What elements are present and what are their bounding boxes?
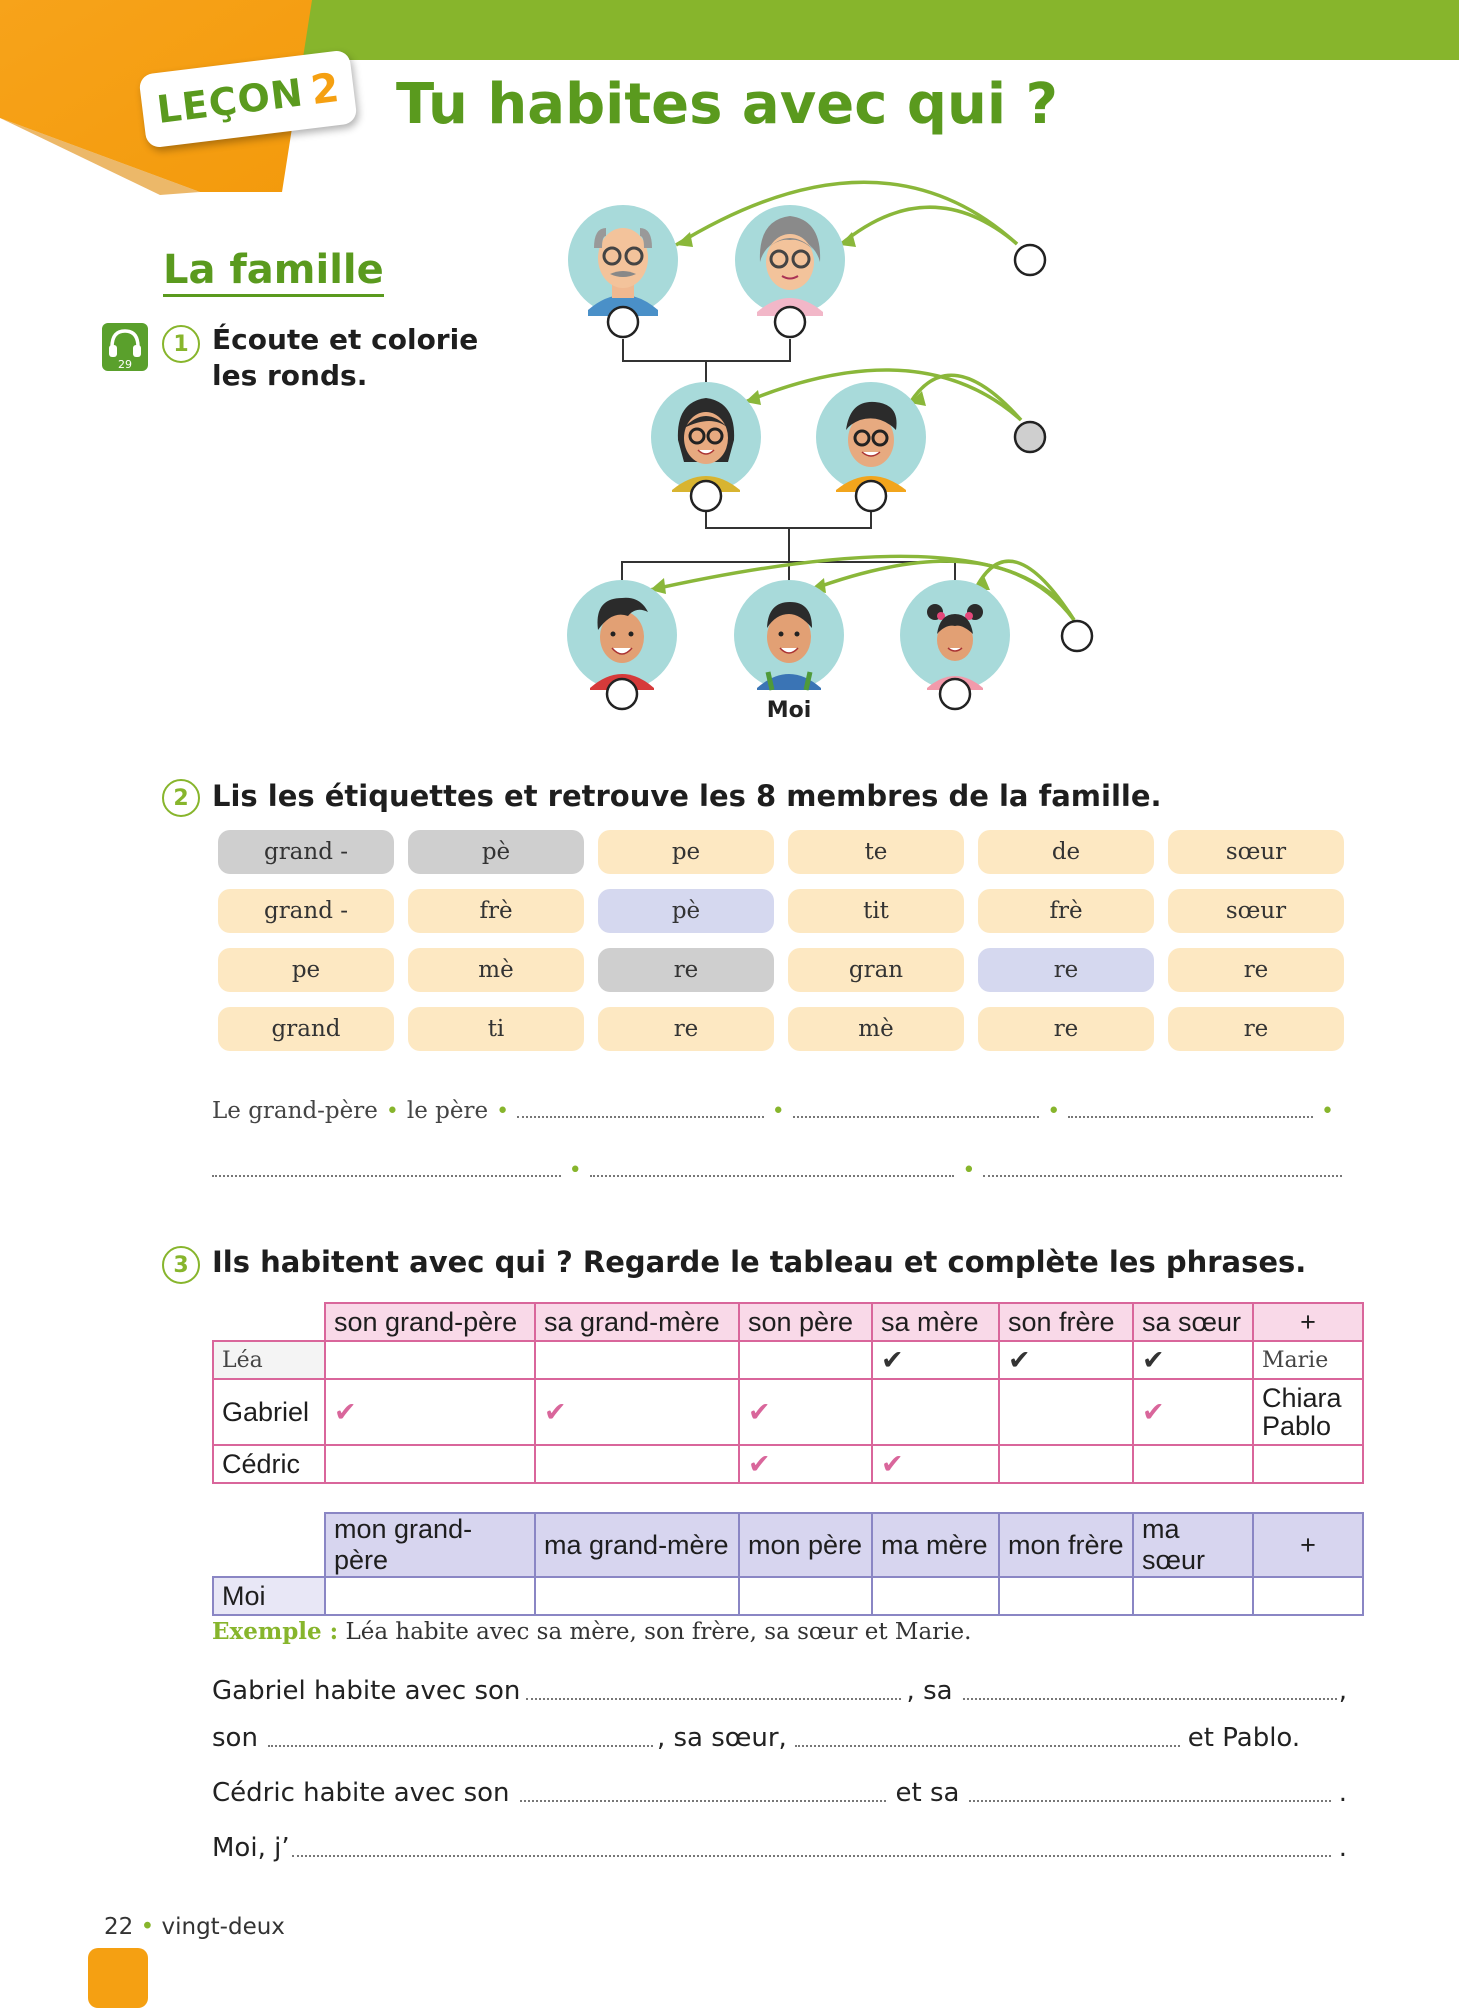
table-cell-empty[interactable]	[739, 1577, 872, 1615]
answer-circle	[775, 307, 805, 337]
row-label: Cédric	[213, 1445, 325, 1483]
father-portrait	[816, 382, 926, 492]
sentence-text: son	[212, 1723, 258, 1753]
table-cell	[535, 1445, 739, 1483]
answer-circle-filled	[1015, 422, 1045, 452]
audio-track-badge[interactable]	[102, 323, 148, 371]
answer-circle	[691, 481, 721, 511]
family-tree	[540, 180, 1100, 730]
answer-circle	[608, 307, 638, 337]
exercise-1-instruction	[212, 322, 512, 394]
grandfather-portrait	[568, 205, 678, 316]
table-cell-empty[interactable]	[1253, 1577, 1363, 1615]
column-header: son père	[739, 1303, 872, 1341]
instruction-line-1: Écoute et colorie	[212, 323, 479, 356]
table-cell: ✔	[739, 1379, 872, 1445]
syllable-tag[interactable]: sœur	[1168, 889, 1344, 933]
column-header: ma grand-mère	[535, 1513, 739, 1577]
sentence-2	[212, 1723, 1347, 1753]
sister-portrait	[900, 580, 1010, 690]
sentence-text: .	[1338, 1778, 1347, 1808]
row-label: Moi	[213, 1577, 325, 1615]
page-title: Tu habites avec qui ?	[396, 72, 1059, 137]
syllable-tag[interactable]: re	[1168, 948, 1344, 992]
table-cell-plus	[1253, 1379, 1363, 1445]
exercise-3-instruction: Ils habitent avec qui ? Regarde le tableau et complète les phrases.	[212, 1245, 1307, 1279]
sentence-blank[interactable]	[268, 1745, 653, 1747]
syllable-tags-grid	[218, 830, 1346, 1051]
bullet: •	[140, 1914, 155, 1940]
answer-start-2: le père	[406, 1098, 489, 1124]
sentence-blank[interactable]	[526, 1698, 900, 1700]
answer-start-1: Le grand-père	[212, 1098, 378, 1124]
syllable-tag[interactable]: pe	[218, 948, 394, 992]
column-header: sa mère	[872, 1303, 999, 1341]
syllable-tag[interactable]: frè	[408, 889, 584, 933]
table-cell	[999, 1445, 1133, 1483]
column-header-plus: +	[1253, 1303, 1363, 1341]
page-corner-tab	[88, 1948, 148, 2008]
column-header: ma mère	[872, 1513, 999, 1577]
lesson-word: LEÇON	[154, 70, 306, 132]
table-cell	[1133, 1445, 1253, 1483]
sentence-text: , sa sœur,	[656, 1723, 787, 1753]
row-label: Léa	[213, 1341, 325, 1379]
column-header: mon père	[739, 1513, 872, 1577]
table-cell: ✔	[872, 1341, 999, 1379]
syllable-tag[interactable]: pè	[598, 889, 774, 933]
lesson-number: 2	[308, 65, 342, 115]
syllable-tag[interactable]: pe	[598, 830, 774, 874]
example-sentence	[212, 1618, 971, 1645]
sentence-text: , sa	[906, 1676, 953, 1706]
answer-blank[interactable]	[1068, 1116, 1313, 1118]
table-cell-empty[interactable]	[872, 1577, 999, 1615]
column-header: mon grand-père	[325, 1513, 535, 1577]
column-header: mon frère	[999, 1513, 1133, 1577]
table-cell-empty[interactable]	[999, 1577, 1133, 1615]
bullet: •	[385, 1099, 399, 1124]
syllable-tag[interactable]: mè	[788, 1007, 964, 1051]
syllable-tag[interactable]: te	[788, 830, 964, 874]
sentence-blank[interactable]	[795, 1745, 1180, 1747]
answer-line-2	[212, 1158, 1342, 1183]
page-footer	[104, 1914, 285, 1940]
sentence-text: Cédric habite avec son	[212, 1778, 510, 1808]
page-number: 22	[104, 1914, 134, 1940]
table-cell	[325, 1341, 535, 1379]
table-cell	[325, 1445, 535, 1483]
top-color-band	[300, 0, 1459, 60]
audio-track-number: 29	[118, 358, 132, 371]
column-header: son grand-père	[325, 1303, 535, 1341]
table-cell-empty[interactable]	[535, 1577, 739, 1615]
exercise-1-number: 1	[162, 325, 200, 363]
bullet: •	[1321, 1099, 1334, 1124]
sentence-text: et sa	[895, 1778, 960, 1808]
exercise-2-instruction: Lis les étiquettes et retrouve les 8 membres de la famille.	[212, 779, 1162, 813]
syllable-tag[interactable]: gran	[788, 948, 964, 992]
sentence-blank[interactable]	[969, 1800, 1330, 1802]
table-row	[213, 1379, 1363, 1445]
exercise-3-number: 3	[162, 1246, 200, 1284]
sentence-text: .	[1338, 1833, 1347, 1863]
syllable-tag[interactable]: grand -	[218, 889, 394, 933]
answer-circle	[1015, 245, 1045, 275]
sentence-1	[212, 1676, 1347, 1706]
plus-name: Pablo	[1262, 1411, 1332, 1441]
table-cell-empty[interactable]	[325, 1577, 535, 1615]
exercise-2-number: 2	[162, 779, 200, 817]
table-cell: ✔	[872, 1445, 999, 1483]
syllable-tag[interactable]: pè	[408, 830, 584, 874]
syllable-tag[interactable]: re	[1168, 1007, 1344, 1051]
table-cell-plus	[1253, 1445, 1363, 1483]
syllable-tag[interactable]: re	[978, 948, 1154, 992]
table-row	[213, 1341, 1363, 1379]
table-row	[213, 1445, 1363, 1483]
table-cell	[872, 1379, 999, 1445]
syllable-tag[interactable]: re	[978, 1007, 1154, 1051]
example-text: Léa habite avec sa mère, son frère, sa sœur et Marie.	[345, 1619, 972, 1645]
headphones-icon	[102, 323, 148, 371]
moi-label: Moi	[766, 698, 812, 723]
brother-portrait	[567, 580, 677, 690]
sentence-3	[212, 1778, 1347, 1808]
sentence-text: et Pablo.	[1187, 1723, 1301, 1753]
syllable-tag[interactable]: tit	[788, 889, 964, 933]
bullet: •	[1047, 1099, 1061, 1124]
syllable-tag[interactable]: ti	[408, 1007, 584, 1051]
sentence-text: ,	[1338, 1676, 1347, 1706]
column-header: sa grand-mère	[535, 1303, 739, 1341]
table-cell-plus: Marie	[1253, 1341, 1363, 1379]
table-cell: ✔	[1133, 1341, 1253, 1379]
column-header-plus: +	[1253, 1513, 1363, 1577]
table-cell-empty[interactable]	[1133, 1577, 1253, 1615]
page-word: vingt-deux	[161, 1914, 285, 1940]
table-cell: ✔	[1133, 1379, 1253, 1445]
sentence-blank[interactable]	[292, 1855, 1331, 1857]
table-cell	[739, 1341, 872, 1379]
my-household-table	[212, 1512, 1364, 1616]
row-label: Gabriel	[213, 1379, 325, 1445]
sentence-4	[212, 1833, 1347, 1863]
household-table	[212, 1302, 1364, 1484]
answer-line-1	[212, 1098, 1342, 1124]
syllable-tag[interactable]: frè	[978, 889, 1154, 933]
syllable-tag[interactable]: re	[598, 948, 774, 992]
bullet: •	[568, 1158, 582, 1183]
column-header: son frère	[999, 1303, 1133, 1341]
table-cell	[535, 1341, 739, 1379]
bullet: •	[962, 1158, 976, 1183]
answer-blank[interactable]	[793, 1116, 1040, 1118]
syllable-tag[interactable]: de	[978, 830, 1154, 874]
answer-circle	[1062, 621, 1092, 651]
column-header: ma sœur	[1133, 1513, 1253, 1577]
table-cell: ✔	[325, 1379, 535, 1445]
column-header: sa sœur	[1133, 1303, 1253, 1341]
table-cell	[999, 1379, 1133, 1445]
section-title: La famille	[163, 246, 384, 297]
example-label: Exemple :	[212, 1618, 339, 1645]
sentence-blank[interactable]	[520, 1800, 886, 1802]
mother-portrait	[651, 382, 761, 492]
bullet: •	[496, 1099, 510, 1124]
table-cell: ✔	[999, 1341, 1133, 1379]
syllable-tag[interactable]: re	[598, 1007, 774, 1051]
answer-circle	[940, 679, 970, 709]
moi-portrait	[734, 580, 844, 690]
syllable-tag[interactable]: mè	[408, 948, 584, 992]
table-row	[213, 1577, 1363, 1615]
answer-circle	[856, 481, 886, 511]
syllable-tag[interactable]: grand	[218, 1007, 394, 1051]
plus-name: Chiara	[1262, 1383, 1342, 1413]
sentence-text: Moi, j’	[212, 1833, 290, 1863]
sentence-blank[interactable]	[963, 1698, 1337, 1700]
answer-blank[interactable]	[212, 1175, 561, 1177]
answer-blank[interactable]	[517, 1116, 764, 1118]
bullet: •	[771, 1099, 785, 1124]
answer-blank[interactable]	[590, 1175, 955, 1177]
syllable-tag[interactable]: sœur	[1168, 830, 1344, 874]
answer-circle	[607, 679, 637, 709]
sentence-text: Gabriel habite avec son	[212, 1676, 521, 1706]
table-cell: ✔	[739, 1445, 872, 1483]
grandmother-portrait	[735, 205, 845, 316]
syllable-tag[interactable]: grand -	[218, 830, 394, 874]
table-cell: ✔	[535, 1379, 739, 1445]
instruction-line-2: les ronds.	[212, 359, 368, 392]
answer-blank[interactable]	[983, 1175, 1342, 1177]
